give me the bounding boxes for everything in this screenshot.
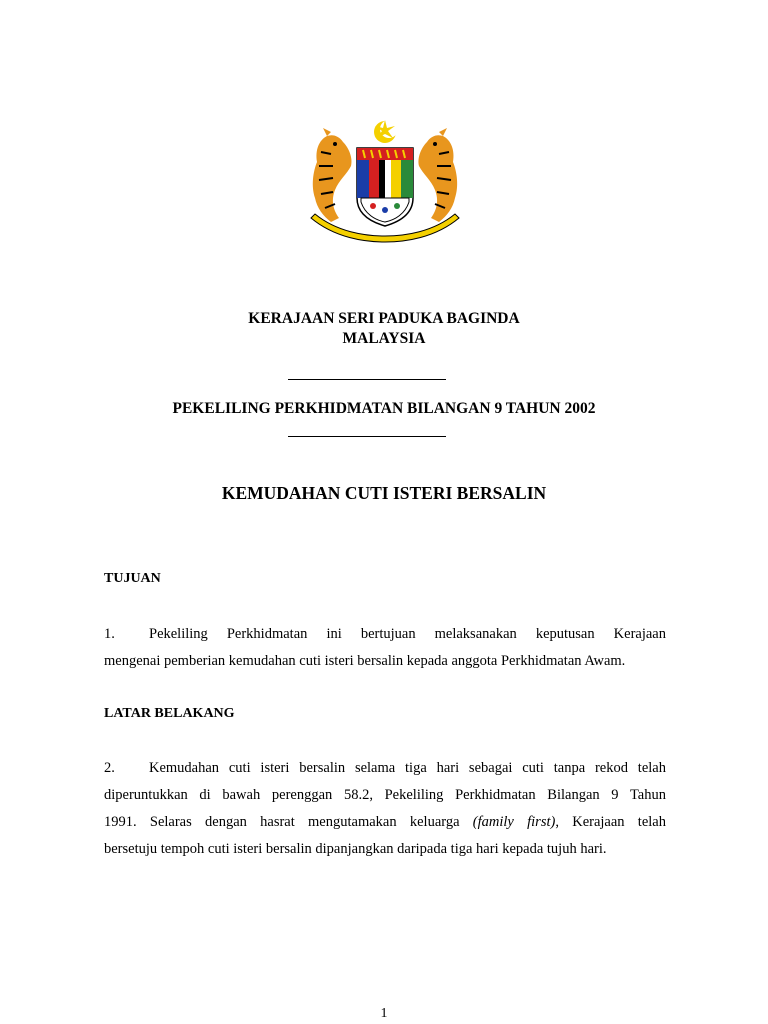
paragraph-line [104, 755, 666, 782]
paragraph-text: , Kerajaan telah [555, 814, 666, 830]
divider-bottom [288, 436, 446, 437]
section-heading-tujuan: TUJUAN [104, 571, 161, 586]
paragraph-number: 1. [104, 626, 115, 642]
paragraph-line: mengenai pemberian kemudahan cuti isteri bersalin kepada anggota Perkhidmatan Awam. [104, 653, 626, 669]
government-line-1: KERAJAAN SERI PADUKA BAGINDA [248, 310, 520, 327]
left-tiger-icon [313, 128, 352, 222]
paragraph-number: 2. [104, 760, 115, 776]
paragraph-text: 1991. Selaras dengan hasrat mengutamakan keluarga [104, 814, 473, 830]
divider-top [288, 379, 446, 380]
crescent-star-icon [374, 120, 398, 143]
family-first-italic: (family first) [472, 814, 556, 830]
paragraph-line [104, 621, 666, 648]
subject-title: KEMUDAHAN CUTI ISTERI BERSALIN [221, 483, 547, 503]
page-number: 1 [380, 1006, 388, 1021]
coat-of-arms-icon [305, 118, 465, 246]
paragraph-line: diperuntukkan di bawah perenggan 58.2, Pekeliling Perkhidmatan Bilangan 9 Tahun [104, 787, 666, 803]
paragraph-2 [104, 755, 666, 863]
paragraph-text: Pekeliling Perkhidmatan ini bertujuan melaksanakan keputusan Kerajaan [149, 626, 666, 642]
paragraph-line: bersetuju tempoh cuti isteri bersalin dipanjangkan daripada tiga hari kepada tujuh hari. [104, 841, 607, 857]
government-title [0, 309, 768, 349]
paragraph-text: Kemudahan cuti isteri bersalin selama tiga hari sebagai cuti tanpa rekod telah [149, 760, 666, 776]
paragraph-1 [104, 621, 666, 675]
paragraph-line [104, 809, 666, 836]
circular-title: PEKELILING PERKHIDMATAN BILANGAN 9 TAHUN 2002 [172, 400, 596, 417]
shield-icon [357, 148, 413, 226]
government-line-2: MALAYSIA [342, 330, 426, 347]
right-tiger-icon [418, 128, 457, 222]
section-heading-latar-belakang: LATAR BELAKANG [104, 706, 235, 721]
